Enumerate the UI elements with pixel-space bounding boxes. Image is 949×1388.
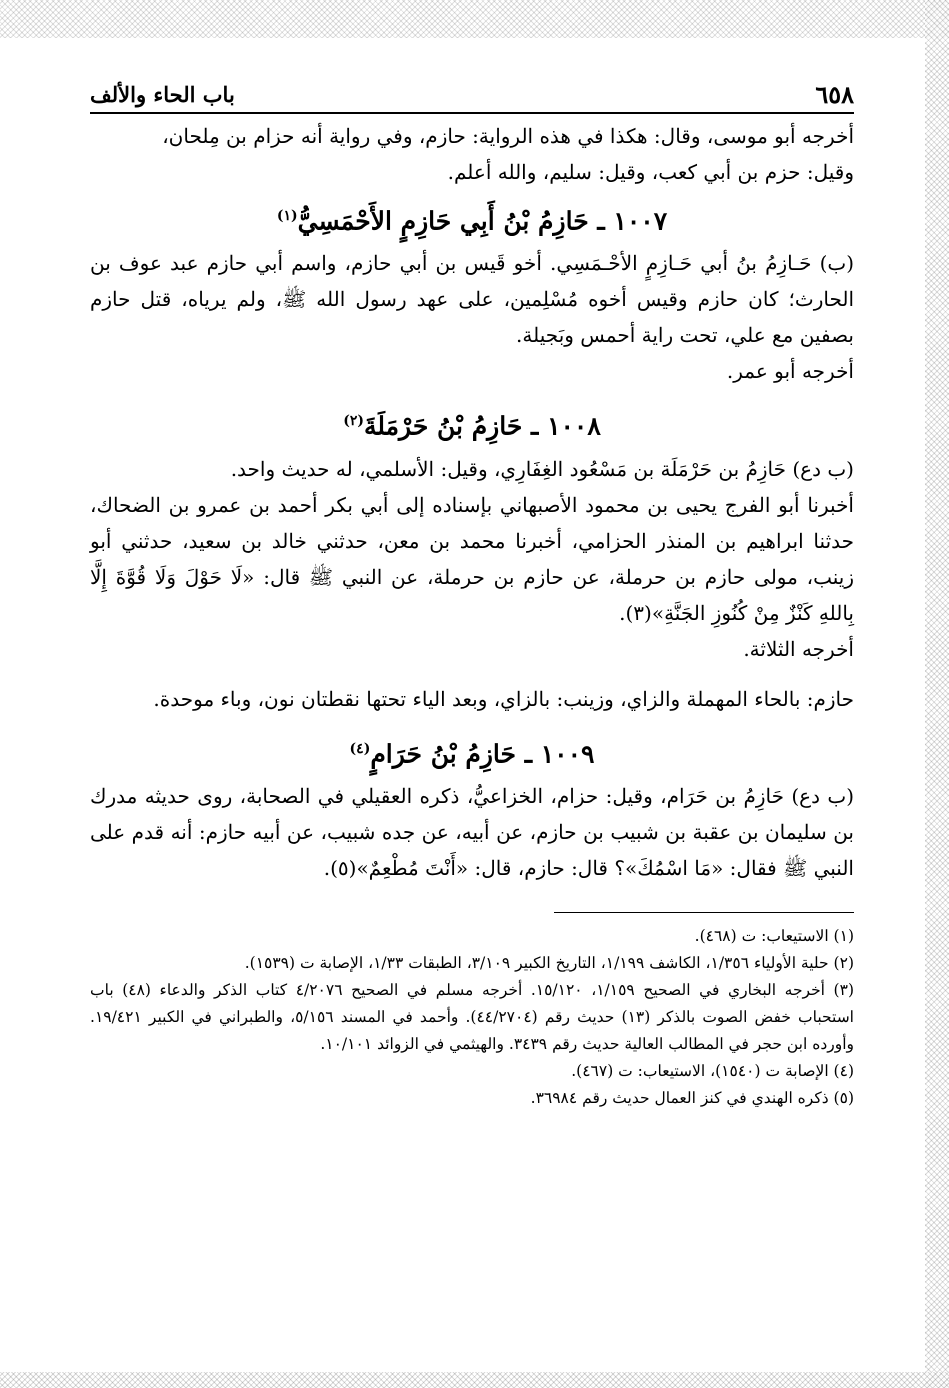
footnote-4: (٤) الإصابة ت (١٥٤٠)، الاستيعاب: ت (٤٦٧). [571,1061,854,1080]
book-page [90,78,854,1112]
footnote-ref: (٢) [343,413,364,430]
footnote-ref: (١) [276,208,298,224]
chapter-title: باب الحاء والألف [90,82,235,107]
footnote-2: (٢) حلية الأولياء ١/٣٥٦، الكاشف ١/١٩٩، التاريخ الكبير ٣/١٠٩، الطبقات ١/٣٣، الإصابة ت (١٥٣٩). [244,953,854,972]
intro-line-1: أخرجه أبو موسى، وقال: هكذا في هذه الرواية: حازم، وفي رواية أنه حزام بن مِلحان، [162,124,854,148]
entry-heading-1007 [90,196,854,241]
footnote-ref: (٤) [349,740,371,757]
entry-note: حازم: بالحاء المهملة والزاي، وزينب: بالزاي، وبعد الياء تحتها نقطتان نون، وباء موحدة. [153,686,854,711]
intro-line-2: وقيل: حزم بن أبي كعب، وقيل: سليم، والله أعلم. [447,160,854,184]
page-number: ٦٥٨ [815,80,854,109]
entry-text: (ب) حَـازِمُ بنُ أبي حَـازِمٍ الأحْـمَسِي. أخو قَيس بن أبي حازم، واسم أبي حازم عبد عوف بن الحارث؛ كان حازم وقيس أخوه مُسْلِمين، على عهد رسول الله ﷺ، ولم يرياه، قتل حازم بصفين مع علي، تحت راية أحمس وبَجيلة. [90,251,854,348]
entry-text: أخبرنا أبو الفرج يحيى بن محمود الأصبهاني بإسناده إلى أبي بكر أحمد بن عمرو بن الضحاك، حدثنا ابراهيم بن المنذر الحزامي، أخبرنا محمد بن معن، حدثني خالد بن سعيد، حدثني أبو زينب، مولى حازم بن حرملة، عن حازم بن حرملة، عن النبي ﷺ قال: «لَا حَوْلَ وَلَا قُوَّةَ إِلَّا بِاللهِ كَنْزٌ مِنْ كُنُوزِ الجَنَّةِ»(٣). [90,492,854,625]
entry-title: ١٠٠٩ ـ حَازِمُ بْنُ حَرَامٍ [370,738,595,768]
spacer [90,667,854,681]
entry-heading-1008 [90,401,854,446]
page-header [90,78,854,114]
decorative-border-bottom [0,1372,949,1388]
footnote-1: (١) الاستيعاب: ت (٤٦٨). [694,926,854,945]
footnote-divider [554,912,854,913]
entry-title: ١٠٠٨ ـ حَازِمُ بْنُ حَرْمَلَةَ [363,411,601,441]
entry-attribution: أخرجه أبو عمر. [726,359,854,384]
decorative-border-top [0,0,949,38]
entry-attribution: أخرجه الثلاثة. [743,636,854,661]
footnote-5: (٥) ذكره الهندي في كنز العمال حديث رقم ٣٦٩٨٤. [530,1088,854,1107]
decorative-border-right [925,0,949,1388]
footnote-3: (٣) أخرجه البخاري في الصحيح ١/١٥٩، ١٥/١٢٠. أخرجه مسلم في الصحيح ٤/٢٠٧٦ كتاب الذكر والدعاء (٤٨) باب استحباب خفض الصوت بالذكر (١٣) حديث رقم (٤٤/٢٧٠٤). وأحمد في المسند ٥/١٥٦، والطبراني في الكبير ١٩/٤٢١. وأورده ابن حجر في المطالب العالية حديث رقم ٣٤٣٩. والهيثمي في الزوائد ١٠/١٠١. [90,980,854,1053]
entry-text: (ب دع) حَازِمُ بن حَرَام، وقيل: حزام، الخزاعيُّ، ذكره العقيلي في الصحابة، روى حديثه مدرك بن سليمان بن عقبة بن شبيب بن حازم، عن أبيه، عن جده شبيب، عن أبيه حازم: أنه قدم على النبي ﷺ فقال: «مَا اسْمُكَ»؟ قال: حازم، قال: «أَنْتَ مُطْعِمٌ»(٥). [90,783,854,880]
entry-text: (ب دع) حَازِمُ بن حَرْمَلَة بن مَسْعُود الغِفَارِي، وقيل: الأسلمي، له حديث واحد. [230,456,854,481]
entry-title: ١٠٠٧ ـ حَازِمُ بْنُ أَبِي حَازِمٍ الأَحْمَسِيُّ [297,206,668,236]
entry-heading-1009 [90,729,854,774]
